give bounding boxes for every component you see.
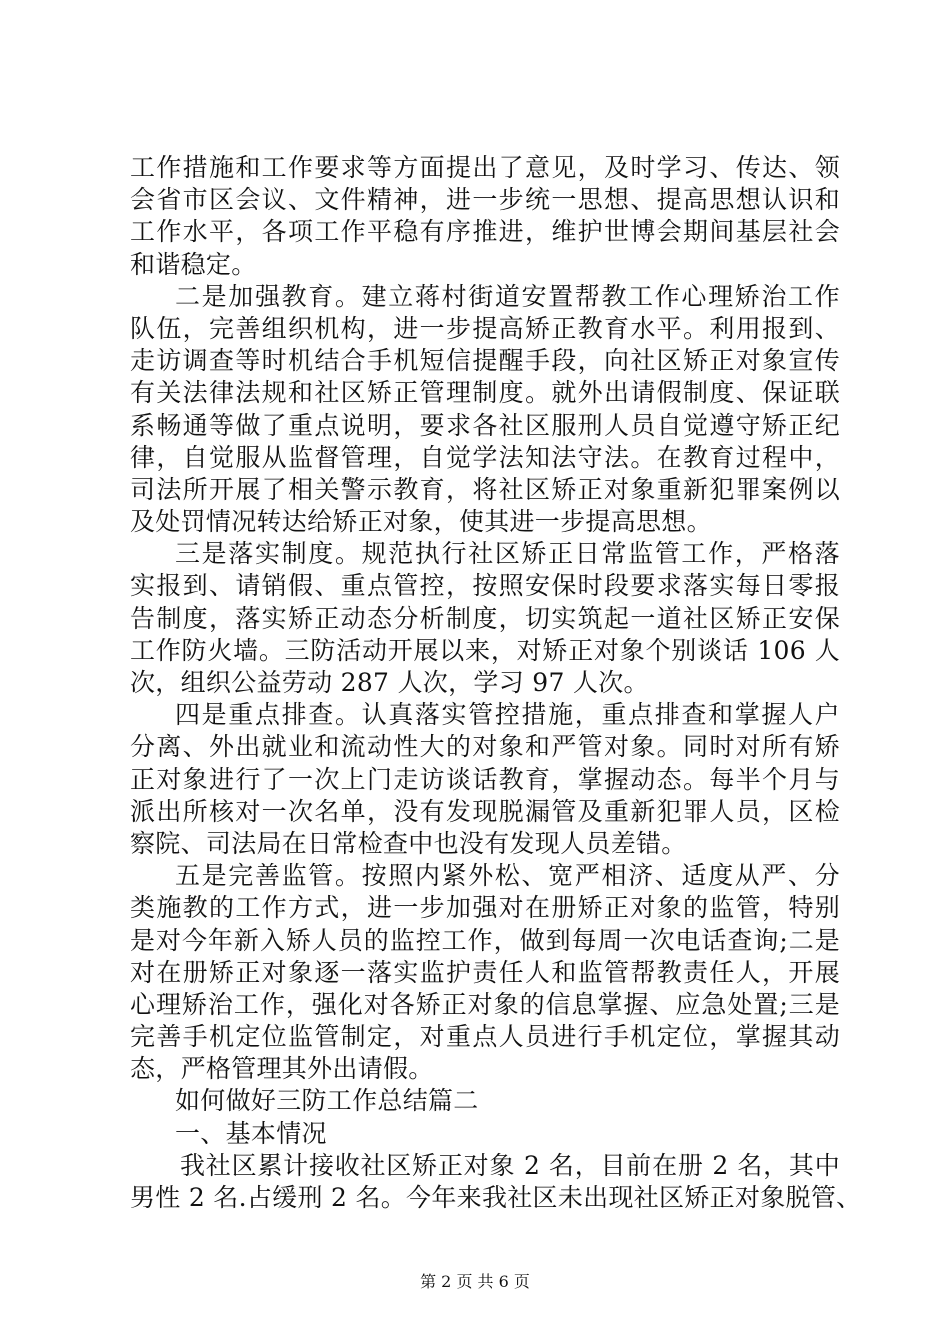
text-line: 有关法律法规和社区矫正管理制度。就外出请假制度、保证联	[130, 378, 840, 408]
text-line: 实报到、请销假、重点管控，按照安保时段要求落实每日零报	[130, 571, 840, 601]
text-line: 态，严格管理其外出请假。	[130, 1054, 434, 1084]
text-line: 会省市区会议、文件精神，进一步统一思想、提高思想认识和	[130, 185, 840, 215]
text-line: 走访调查等时机结合手机短信提醒手段，向社区矫正对象宣传	[130, 346, 840, 376]
text-line: 律，自觉服从监督管理，自觉学法知法守法。在教育过程中，	[130, 442, 840, 472]
text-line: 对在册矫正对象逐一落实监护责任人和监管帮教责任人，开展	[130, 957, 840, 987]
text-line: 队伍，完善组织机构，进一步提高矫正教育水平。利用报到、	[130, 313, 840, 343]
text-line: 四是重点排查。认真落实管控措施，重点排查和掌握人户	[175, 700, 840, 730]
text-line: 心理矫治工作，强化对各矫正对象的信息掌握、应急处置;三是	[130, 989, 840, 1019]
text-line: 工作防火墙。三防活动开展以来，对矫正对象个别谈话 106 人	[130, 635, 840, 665]
text-line: 五是完善监管。按照内紧外松、宽严相济、适度从严、分	[175, 861, 840, 891]
text-line: 及处罚情况转达给矫正对象，使其进一步提高思想。	[130, 507, 712, 537]
text-line: 司法所开展了相关警示教育，将社区矫正对象重新犯罪案例以	[130, 474, 840, 504]
text-line: 派出所核对一次名单，没有发现脱漏管及重新犯罪人员，区检	[130, 796, 840, 826]
page-footer	[0, 1272, 950, 1292]
document-body	[130, 152, 862, 1214]
text-line: 分离、外出就业和流动性大的对象和严管对象。同时对所有矫	[130, 732, 840, 762]
text-line: 是对今年新入矫人员的监控工作，做到每周一次电话查询;二是	[130, 925, 840, 955]
text-line: 系畅通等做了重点说明，要求各社区服刑人员自觉遵守矫正纪	[130, 410, 840, 440]
text-line: 工作水平，各项工作平稳有序推进，维护世博会期间基层社会	[130, 217, 840, 247]
text-line: 我社区累计接收社区矫正对象 2 名，目前在册 2 名，其中	[180, 1150, 840, 1180]
text-line: 男性 2 名.占缓刑 2 名。今年来我社区未出现社区矫正对象脱管、	[130, 1183, 862, 1212]
text-line: 告制度，落实矫正动态分析制度，切实筑起一道社区矫正安保	[130, 603, 840, 633]
text-line: 如何做好三防工作总结篇二	[175, 1086, 479, 1116]
text-line: 和谐稳定。	[130, 249, 257, 279]
text-line: 次，组织公益劳动 287 人次，学习 97 人次。	[130, 668, 649, 697]
page-number: 第 2 页 共 6 页	[420, 1272, 530, 1291]
text-line: 一、基本情况	[175, 1118, 327, 1148]
text-line: 工作措施和工作要求等方面提出了意见，及时学习、传达、领	[130, 153, 840, 182]
text-line: 正对象进行了一次上门走访谈话教育，掌握动态。每半个月与	[130, 764, 840, 794]
text-line: 察院、司法局在日常检查中也没有发现人员差错。	[130, 828, 687, 858]
text-line: 三是落实制度。规范执行社区矫正日常监管工作，严格落	[175, 539, 840, 569]
text-line: 二是加强教育。建立蒋村街道安置帮教工作心理矫治工作	[175, 281, 840, 311]
text-line: 完善手机定位监管制定，对重点人员进行手机定位，掌握其动	[130, 1022, 840, 1052]
text-line: 类施教的工作方式，进一步加强对在册矫正对象的监管，特别	[130, 893, 840, 923]
